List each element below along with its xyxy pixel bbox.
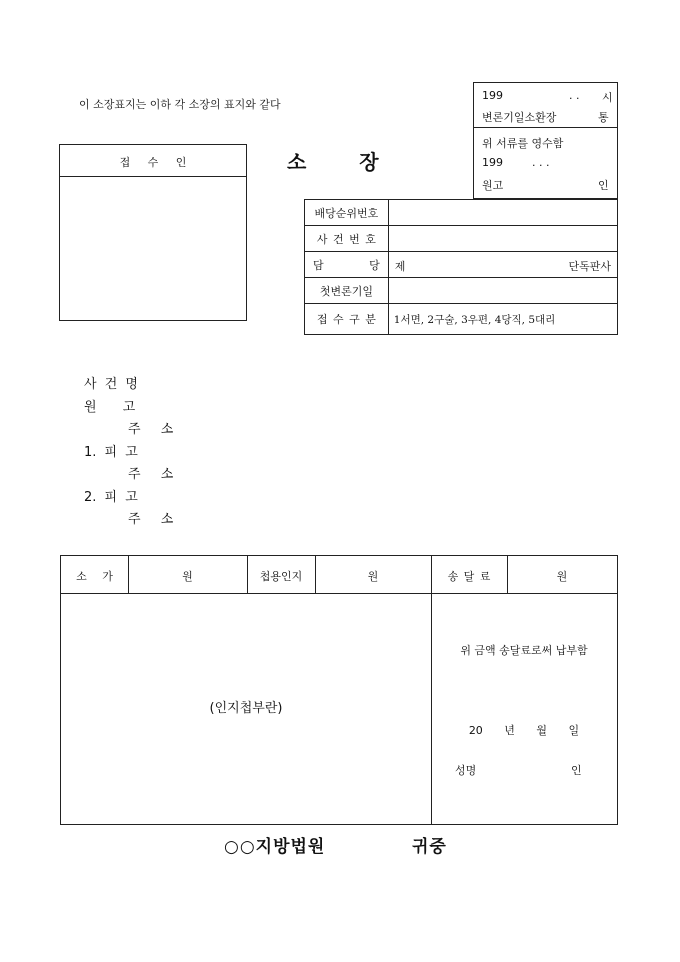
case-info-label: 접 수 구 분	[305, 304, 389, 335]
receipt-count-unit: 통	[598, 111, 609, 124]
header-note: 이 소장표지는 이하 각 소장의 표지와 같다	[79, 98, 281, 111]
reception-stamp-box	[59, 144, 247, 321]
reception-type-options: 1서면, 2구술, 3우편, 4당직, 5대리	[388, 304, 617, 335]
court-honorific: 귀중	[412, 837, 447, 857]
defendant1-label: 1. 피 고	[84, 444, 138, 460]
case-info-value	[388, 278, 617, 304]
payment-date-line: 20 년 월 일	[468, 724, 580, 737]
table-row	[305, 200, 618, 226]
receipt-box	[473, 82, 618, 199]
judge-prefix: 제	[394, 260, 406, 273]
case-info-value	[388, 200, 617, 226]
table-row	[305, 304, 618, 335]
receipt-summons-label: 변론기일소환장	[482, 111, 557, 124]
stamp-attach-area: (인지첩부란)	[209, 701, 283, 716]
defendant2-address-label: 주 소	[128, 512, 174, 527]
stamp-unit: 원	[367, 570, 379, 583]
page-title: 소 장	[287, 150, 379, 174]
defendant1-address-label: 주 소	[128, 467, 174, 482]
receipt-time-unit: 시	[602, 91, 613, 104]
judge-suffix: 단독판사	[568, 260, 611, 273]
case-info-label: 담 당	[305, 252, 389, 278]
defendant2-label: 2. 피 고	[84, 489, 138, 505]
fees-header-divider	[61, 593, 617, 594]
case-info-table	[304, 199, 618, 335]
delivery-fee-label: 송 달 료	[447, 570, 491, 583]
receipt-acknowledgement: 위 서류를 영수함	[482, 137, 564, 150]
court-name: ○○지방법원	[224, 837, 326, 857]
receipt-seal-mark: 인	[598, 179, 609, 192]
table-row	[305, 278, 618, 304]
receipt-divider	[474, 127, 617, 128]
case-info-value	[388, 226, 617, 252]
plaintiff-label: 원 고	[84, 399, 136, 415]
claim-value-unit: 원	[182, 570, 193, 583]
claim-value-label: 소 가	[76, 570, 113, 583]
table-row	[305, 252, 618, 278]
payment-note: 위 금액 송달료로써 납부함	[460, 644, 588, 657]
receipt-dots-2: . . .	[532, 156, 550, 169]
case-info-label: 첫변론기일	[305, 278, 389, 304]
delivery-fee-unit: 원	[556, 570, 568, 583]
case-info-label: 배당순위번호	[305, 200, 389, 226]
case-info-value	[388, 252, 617, 278]
reception-stamp-divider	[60, 176, 246, 177]
signer-seal-mark: 인	[571, 764, 582, 777]
reception-stamp-label: 접 수 인	[119, 156, 187, 169]
receipt-year-1: 199	[482, 89, 503, 102]
case-name-label: 사 건 명	[84, 377, 138, 392]
case-info-label: 사 건 번 호	[305, 226, 389, 252]
receipt-plaintiff-label: 원고	[482, 179, 504, 192]
plaintiff-address-label: 주 소	[128, 422, 174, 437]
table-row	[305, 226, 618, 252]
fees-col-divider	[431, 556, 432, 824]
parties-section	[84, 374, 173, 532]
fees-box	[60, 555, 618, 825]
receipt-dots-1: . .	[569, 89, 580, 102]
receipt-year-2: 199	[482, 156, 503, 169]
signer-label: 성명	[455, 764, 477, 777]
stamp-label: 첩용인지	[259, 570, 303, 583]
